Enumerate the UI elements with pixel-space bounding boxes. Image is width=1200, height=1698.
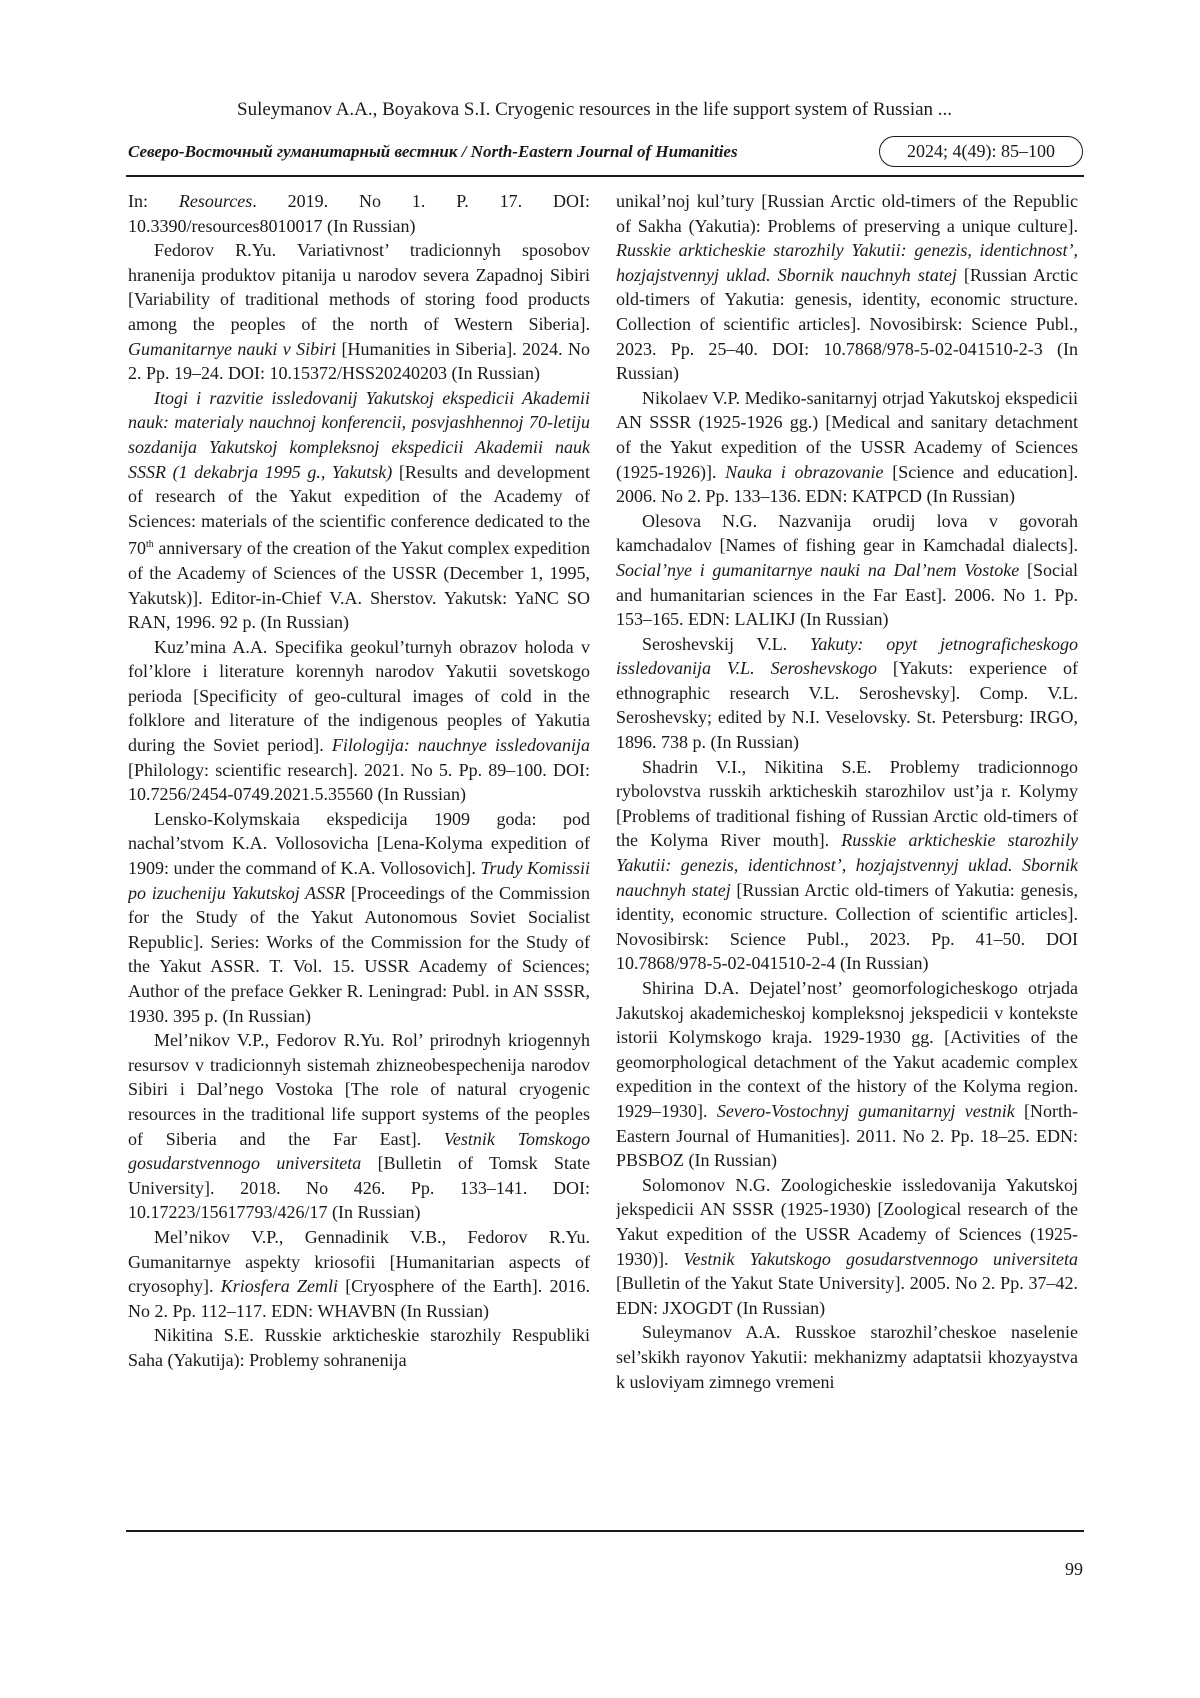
journal-name: Северо-Восточный гуманитарный вестник / North-Eastern Journal of Humanities: [128, 142, 738, 161]
reference-text: [Bulletin of the Yakut State University]. 2005. No 2. Pp. 37–42. EDN: JXOGDT (In Russian): [616, 1273, 1078, 1318]
reference-text: Suleymanov A.A. Russkoe starozhil’cheskoe naselenie sel’skikh rayonov Yakutii: mekhanizmy adaptatsii khozyaystva k usloviyam zimnego vremeni: [616, 1322, 1078, 1392]
reference-text: [Russian Arctic old-timers of Yakutia: genesis, identity, economic structure. Collection of scientific articles]. Novosibirsk: Science Publ., 2023. Pp. 41–50. DOI 10.7868/978-5-02-041510-2-4 (In Russian): [616, 879, 1078, 974]
reference-entry: [616, 755, 1078, 976]
reference-title-italic: Russkie arkticheskie starozhily Yakutii: genezis, identichnost’, hozjajstvennyj uklad. Sbornik nauchnyh statej: [616, 240, 1078, 285]
reference-text: Seroshevskij V.L.: [642, 633, 811, 654]
reference-text: [Cryosphere of the Earth]. 2016. No 2. Pp. 112–117. EDN: WHAVBN (In Russian): [128, 1276, 590, 1321]
reference-title-italic: Vestnik Yakutskogo gosudarstvennogo universiteta: [683, 1248, 1078, 1269]
reference-title-italic: Russkie arkticheskie starozhily Yakutii: genezis, identichnost’, hozjajstvennyj uklad. Sbornik nauchnyh statej: [616, 830, 1078, 900]
reference-title-italic: Resources: [178, 191, 253, 211]
references-left-column: [128, 189, 590, 1519]
reference-entry: [128, 1323, 590, 1372]
references-right-column: [616, 189, 1078, 1519]
reference-text: anniversary of the creation of the Yakut complex expedition of the Academy of Sciences of the USSR (December 1, 1995, Yakutsk)]. Editor-in-Chief V.A. Sherstov. Yakutsk: YaNC SO RAN, 1996. 92 p. (In Russian): [128, 538, 590, 633]
reference-entry: [128, 386, 590, 635]
reference-text: [Russian Arctic old-timers of Yakutia: genesis, identity, economic structure. Collection of scientific articles]. Novosibirsk: Science Publ., 2023. Pp. 25–40. DOI: 10.7868/978-5-02-041510-2-3 (In Russian): [616, 264, 1078, 384]
reference-text: [Philology: scientific research]. 2021. No 5. Pp. 89–100. DOI: 10.7256/2454-0749.2021.5.35560 (In Russian): [128, 759, 590, 805]
reference-text: [Bulletin of Tomsk State University]. 2018. No 426. Pp. 133–141. DOI: 10.17223/15617793/426/17 (In Russian): [128, 1153, 590, 1223]
reference-text: Mel’nikov V.P., Fedorov R.Yu. Rol’ prirodnyh kriogennyh resursov v tradicionnyh sistemah zhizneobespechenija narodov Sibiri i Dal’nego Vostoka [The role of natural cryogenic resources in the traditional life support systems of the peoples of Siberia and the Far East].: [128, 1030, 590, 1149]
reference-text: Fedorov R.Yu. Variativnost’ tradicionnyh sposobov hranenija produktov pitanija u narodov severa Zapadnoj Sibiri [Variability of traditional methods of storing food products among the peoples of the north of Western Siberia].: [128, 240, 590, 334]
reference-text: Lensko-Kolymskaia ekspedicija 1909 goda: pod nachal’stvom K.A. Vollosovicha [Lena-Kolyma expedition of 1909: under the command of K.A. Vollosovich].: [128, 808, 590, 879]
reference-title-italic: Gumanitarnye nauki v Sibiri: [128, 338, 337, 359]
reference-entry: [128, 1028, 590, 1225]
reference-text: th: [146, 539, 154, 551]
reference-text: Olesova N.G. Nazvanija orudij lova v govorah kamchadalov [Names of fishing gear in Kamchadal dialects].: [616, 510, 1078, 556]
reference-text: Shadrin V.I., Nikitina S.E. Problemy tradicionnogo rybolovstva russkih arkticheskih starozhilov ust’ja r. Kolymy [Problems of traditional fishing of Russian Arctic old-timers of the Kolyma River mouth].: [616, 756, 1078, 851]
reference-title-italic: Trudy Komissii po izucheniju Yakutskoj ASSR: [128, 858, 590, 903]
reference-text: . 2019. No 1. P. 17. DOI: 10.3390/resources8010017 (In Russian): [128, 191, 590, 236]
reference-entry: [128, 635, 590, 807]
reference-entry: [616, 386, 1078, 509]
reference-entry: [128, 807, 590, 1028]
reference-entry: [616, 189, 1078, 386]
reference-title-italic: Severo-Vostochnyj gumanitarnyj vestnik: [716, 1100, 1015, 1121]
reference-entry: [616, 509, 1078, 632]
reference-entry: [128, 1225, 590, 1323]
reference-title-italic: Yakuty: opyt jetnograficheskogo issledovanija V.L. Seroshevskogo: [616, 633, 1078, 679]
reference-title-italic: Vestnik Tomskogo gosudarstvennogo universiteta: [128, 1128, 590, 1174]
reference-text: Kuz’mina A.A. Specifika geokul’turnyh obrazov holoda v fol’klore i literature korennyh narodov Yakutii sovetskogo perioda [Specificity of geo-cultural images of cold in the folklore and literature of the indigenous peoples of Yakutia during the Soviet period].: [128, 636, 590, 756]
reference-text: In:: [128, 191, 179, 211]
reference-entry: [616, 1173, 1078, 1321]
reference-title-italic: Nauka i obrazovanie: [725, 461, 884, 482]
journal-header: [128, 136, 1083, 170]
reference-text: [North-Eastern Journal of Humanities]. 2011. No 2. Pp. 18–25. EDN: PBSBOZ (In Russian): [616, 1100, 1078, 1171]
running-head: Suleymanov A.A., Boyakova S.I. Cryogenic resources in the life support system of Russian ...: [237, 99, 953, 120]
reference-entry: [616, 632, 1078, 755]
reference-title-italic: Filologija: nauchnye issledovanija: [331, 735, 590, 756]
reference-entry: [616, 1320, 1078, 1394]
reference-entry: [128, 238, 590, 386]
reference-text: [Results and development of research of the Yakut expedition of the Academy of Sciences: materials of the scientific conference dedicated to the 70: [128, 461, 590, 559]
issue-badge: 2024; 4(49): 85–100: [879, 136, 1083, 167]
footer-rule: [126, 1530, 1084, 1532]
reference-entry: [616, 976, 1078, 1173]
reference-text: Nikolaev V.P. Mediko-sanitarnyj otrjad Yakutskoj ekspedicii AN SSSR (1925-1926 gg.) [Medical and sanitary detachment of the Yakut expedition of the USSR Academy of Sciences (1925-1926)].: [616, 387, 1078, 482]
reference-entry: [128, 189, 590, 238]
reference-text: Solomonov N.G. Zoologicheskie issledovanija Yakutskoj jekspedicii AN SSSR (1925-1930) [Zoological research of the Yakut expedition of the USSR Academy of Sciences (1925-1930)].: [616, 1174, 1078, 1269]
reference-text: Nikitina S.E. Russkie arkticheskie starozhily Respubliki Saha (Yakutija): Problemy sohranenija: [128, 1325, 590, 1370]
reference-text: [Humanities in Siberia]. 2024. No 2. Pp. 19–24. DOI: 10.15372/HSS20240203 (In Russian): [128, 338, 590, 384]
reference-title-italic: Social’nye i gumanitarnye nauki na Dal’nem Vostoke: [616, 559, 1020, 580]
reference-text: [Proceedings of the Commission for the Study of the Yakut Autonomous Soviet Socialist Republic]. Series: Works of the Commission for the Study of the Yakut ASSR. T. Vol. 15. USSR Academy of Sciences; Author of the preface Gekker R. Leningrad: Publ. in AN SSSR, 1930. 395 p. (In Russian): [128, 882, 590, 1026]
page-number: 99: [1065, 1559, 1083, 1579]
reference-text: Shirina D.A. Dejatel’nost’ geomorfologicheskogo otrjada Jakutskoj akademicheskoj kompleksnoj jekspedicii v kontekste istorii Kolymskogo kraja. 1929-1930 gg. [Activities of the geomorphological detachment of the Yakut academic complex expedition in the context of the history of the Kolyma region. 1929–1930].: [616, 978, 1078, 1121]
reference-text: Mel’nikov V.P., Gennadinik V.B., Fedorov R.Yu. Gumanitarnye aspekty kriosofii [Humanitarian aspects of cryosophy].: [128, 1226, 590, 1297]
reference-title-italic: Kriosfera Zemli: [220, 1276, 338, 1297]
reference-text: unikal’noj kul’tury [Russian Arctic old-timers of the Republic of Sakha (Yakutia): Problems of preserving a unique culture].: [616, 191, 1078, 236]
reference-text: [Social and humanitarian sciences in the Far East]. 2006. No 1. Pp. 153–165. EDN: LALIKJ (In Russian): [616, 559, 1078, 630]
header-rule: [126, 175, 1084, 177]
reference-text: [Science and education]. 2006. No 2. Pp. 133–136. EDN: KATPCD (In Russian): [616, 461, 1078, 507]
reference-text: [Yakuts: experience of ethnographic research V.L. Seroshevsky]. Comp. V.L. Seroshevsky; edited by N.I. Veselovsky. St. Petersburg: IRGO, 1896. 738 p. (In Russian): [616, 658, 1078, 753]
reference-title-italic: Itogi i razvitie issledovanij Yakutskoj ekspedicii Akademii nauk: materialy nauchnoj konferencii, posvjashhennoj 70-letiju sozdanija Yakutskoj kompleksnoj ekspedicii Akademii nauk SSSR (1 dekabrja 1995 g., Yakutsk): [128, 387, 590, 482]
